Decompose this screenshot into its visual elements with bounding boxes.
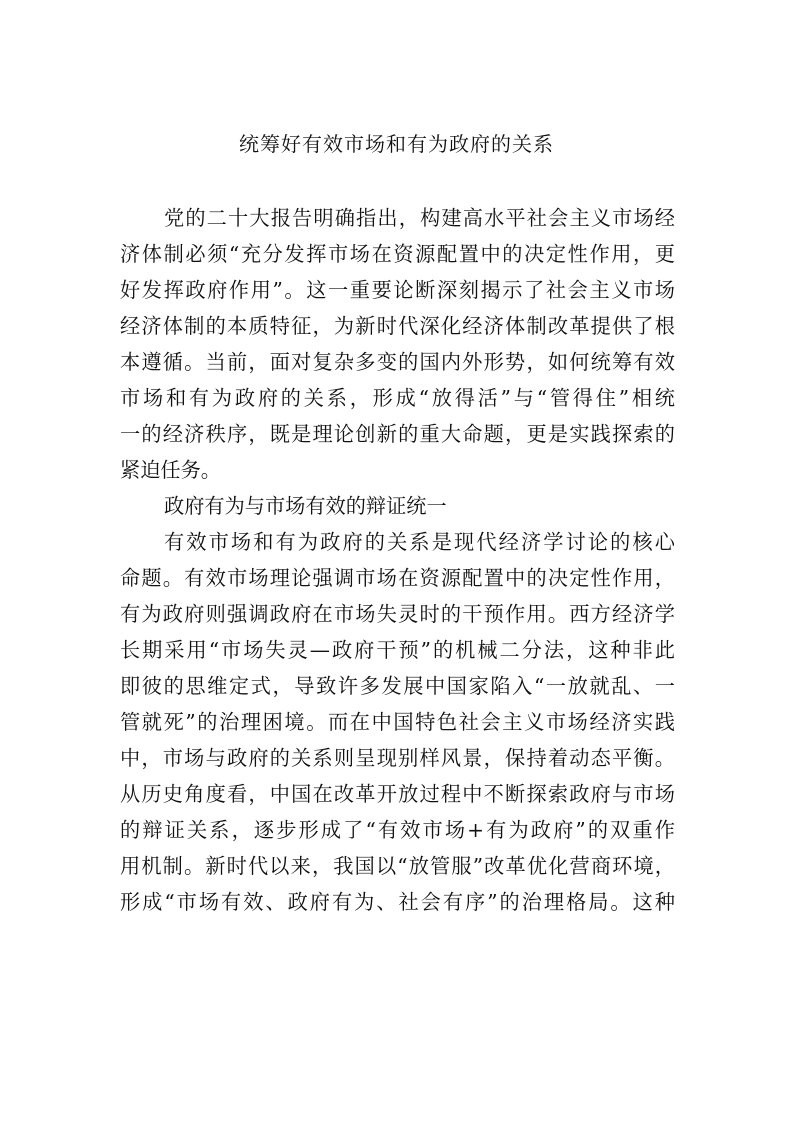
paragraph-1-line-5: 本遵循。当前，面对复杂多变的国内外形势，如何统筹有效 xyxy=(120,350,675,374)
paragraph-2-line-4: 长期采用“市场失灵—政府干预”的机械二分法，这种非此 xyxy=(120,638,675,662)
paragraph-2-line-3: 有为政府则强调政府在市场失灵时的干预作用。西方经济学 xyxy=(120,602,675,626)
paragraph-2-line-10: 用机制。新时代以来，我国以“放管服”改革优化营商环境， xyxy=(120,854,675,878)
paragraph-1-line-7: 一的经济秩序，既是理论创新的重大命题，更是实践探索的 xyxy=(120,422,675,446)
section-heading: 政府有为与市场有效的辩证统一 xyxy=(164,494,447,518)
document-title: 统筹好有效市场和有为政府的关系 xyxy=(239,132,554,156)
paragraph-1-line-4: 经济体制的本质特征，为新时代深化经济体制改革提供了根 xyxy=(120,314,675,338)
paragraph-2-line-11: 形成“市场有效、政府有为、社会有序”的治理格局。这种 xyxy=(120,890,675,914)
paragraph-1-line-3: 好发挥政府作用”。这一重要论断深刻揭示了社会主义市场 xyxy=(120,278,675,302)
paragraph-2-line-6: 管就死”的治理困境。而在中国特色社会主义市场经济实践 xyxy=(120,710,675,734)
paragraph-1-line-2: 济体制必须“充分发挥市场在资源配置中的决定性作用，更 xyxy=(120,242,675,266)
paragraph-1-line-8: 紧迫任务。 xyxy=(120,458,221,482)
paragraph-1-line-1: 党的二十大报告明确指出，构建高水平社会主义市场经 xyxy=(164,206,675,230)
document-body xyxy=(120,200,675,920)
paragraph-1-line-6: 市场和有为政府的关系，形成“放得活”与“管得住”相统 xyxy=(120,386,675,410)
paragraph-2-line-2: 命题。有效市场理论强调市场在资源配置中的决定性作用， xyxy=(120,566,675,590)
paragraph-2-line-7: 中，市场与政府的关系则呈现别样风景，保持着动态平衡。 xyxy=(120,746,675,770)
paragraph-2-line-9: 的辩证关系，逐步形成了“有效市场+有为政府”的双重作 xyxy=(120,818,675,842)
paragraph-2-line-5: 即彼的思维定式，导致许多发展中国家陷入“一放就乱、一 xyxy=(120,674,675,698)
paragraph-2-line-1: 有效市场和有为政府的关系是现代经济学讨论的核心 xyxy=(164,530,675,554)
paragraph-2-line-8: 从历史角度看，中国在改革开放过程中不断探索政府与市场 xyxy=(120,782,675,806)
